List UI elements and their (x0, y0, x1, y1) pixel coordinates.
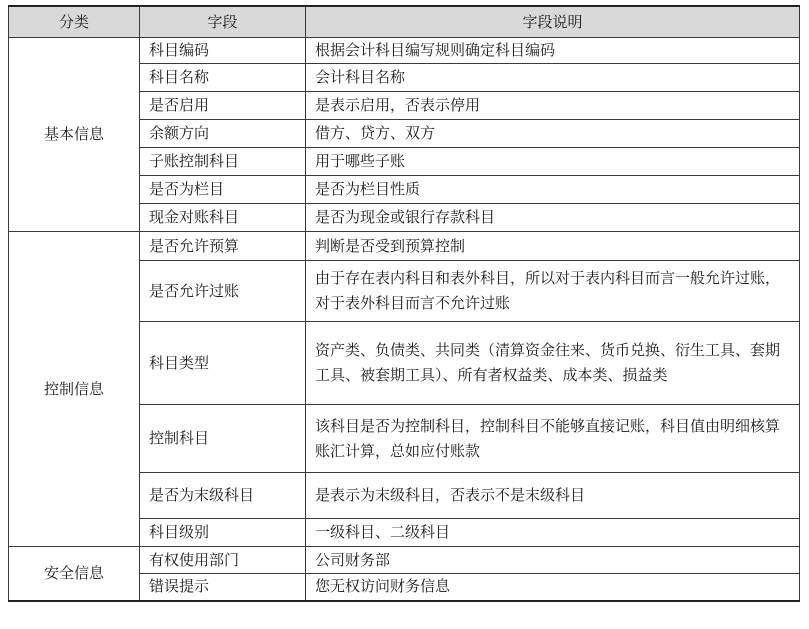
description-cell: 由于存在表内科目和表外科目，所以对于表内科目而言一般允许过账，对于表外科目而言不允许过账 (306, 261, 800, 322)
description-cell: 会计科目名称 (306, 64, 800, 92)
field-cell: 科目类型 (140, 322, 306, 405)
header-field: 字段 (140, 6, 306, 38)
description-cell: 判断是否受到预算控制 (306, 232, 800, 261)
header-category: 分类 (9, 6, 140, 38)
description-cell: 用于哪些子账 (306, 148, 800, 176)
table-row (9, 38, 800, 64)
header-description: 字段说明 (306, 6, 800, 38)
description-cell: 根据会计科目编写规则确定科目编码 (306, 38, 800, 64)
field-cell: 余额方向 (140, 120, 306, 148)
description-cell: 资产类、负债类、共同类（清算资金往来、货币兑换、衍生工具、套期工具、被套期工具）、所有者权益类、成本类、损益类 (306, 322, 800, 405)
field-cell: 是否启用 (140, 92, 306, 120)
category-cell: 安全信息 (9, 547, 140, 601)
field-cell: 是否允许预算 (140, 232, 306, 261)
field-cell: 现金对账科目 (140, 204, 306, 232)
field-cell: 是否为栏目 (140, 176, 306, 204)
field-cell: 科目级别 (140, 519, 306, 547)
description-cell: 是否为现金或银行存款科目 (306, 204, 800, 232)
description-cell: 借方、贷方、双方 (306, 120, 800, 148)
field-cell: 控制科目 (140, 405, 306, 473)
table-row (9, 232, 800, 261)
description-cell: 该科目是否为控制科目，控制科目不能够直接记账，科目值由明细核算账汇计算，总如应付账款 (306, 405, 800, 473)
field-cell: 科目编码 (140, 38, 306, 64)
field-cell: 子账控制科目 (140, 148, 306, 176)
table-row (9, 547, 800, 574)
category-cell: 基本信息 (9, 38, 140, 232)
field-description-table (8, 5, 800, 602)
description-cell: 是表示为末级科目，否表示不是末级科目 (306, 473, 800, 519)
description-cell: 是表示启用，否表示停用 (306, 92, 800, 120)
field-cell: 科目名称 (140, 64, 306, 92)
description-cell: 是否为栏目性质 (306, 176, 800, 204)
field-cell: 有权使用部门 (140, 547, 306, 574)
field-cell: 是否为末级科目 (140, 473, 306, 519)
description-cell: 一级科目、二级科目 (306, 519, 800, 547)
description-cell: 公司财务部 (306, 547, 800, 574)
field-cell: 错误提示 (140, 574, 306, 601)
table-header-row (9, 6, 800, 38)
field-cell: 是否允许过账 (140, 261, 306, 322)
category-cell: 控制信息 (9, 232, 140, 547)
description-cell: 您无权访问财务信息 (306, 574, 800, 601)
